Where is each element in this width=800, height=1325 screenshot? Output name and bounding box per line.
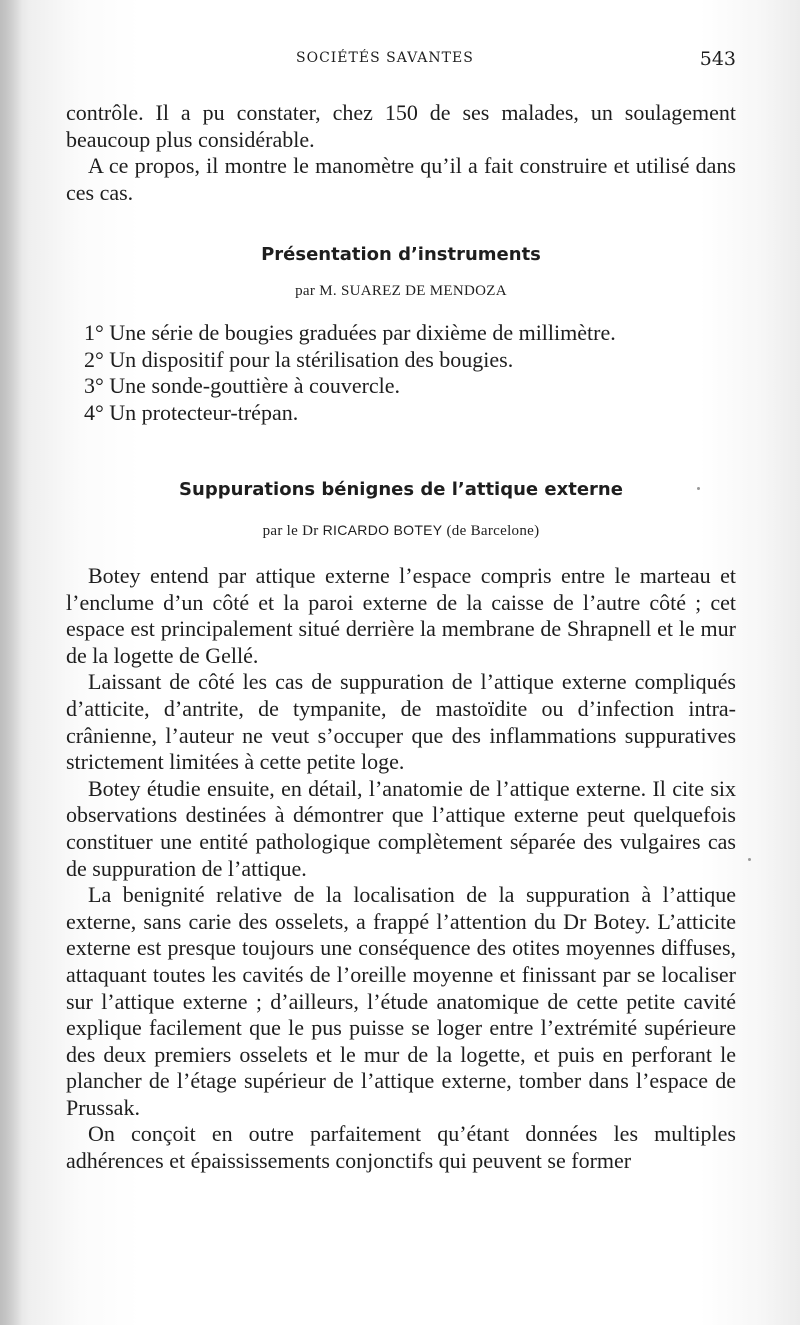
paragraph: On conçoit en outre parfaitement qu’étant données les multiples adhérences et épaississements conjonctifs qui peuvent se former (66, 1121, 736, 1174)
list-item: 1° Une série de bougies graduées par dixième de millimètre. (84, 320, 616, 345)
suppurations-body (66, 563, 736, 1175)
page-number: 543 (699, 48, 736, 70)
running-title: SOCIÉTÉS SAVANTES (296, 50, 474, 66)
section-title-suppurations: Suppurations bénignes de l’attique externe (179, 479, 623, 500)
section-title-instruments: Présentation d’instruments (261, 244, 541, 265)
paper-speck (697, 487, 700, 490)
paragraph: Laissant de côté les cas de suppuration de l’attique externe compliqués d’atticite, d’antrite, de tympanite, de mastoïdite ou d’infection intra-crânienne, l’auteur ne veut s’occuper que des inflammations suppuratives strictement limitées à cette petite loge. (66, 669, 736, 775)
running-head (66, 50, 736, 74)
opening-text (66, 100, 736, 206)
paragraph: Botey étudie ensuite, en détail, l’anatomie de l’attique externe. Il cite six observations destinées à démontrer que l’attique externe peut quelquefois constituer une entité pathologique complètement séparée des vulgaires cas de suppuration de l’attique. (66, 775, 736, 881)
byline-origin: (de Barcelone) (446, 523, 540, 539)
paragraph: Botey entend par attique externe l’espace compris entre le marteau et l’enclume d’un côté et la paroi externe de la caisse de l’autre côté ; cet espace est principalement situé derrière la membrane de Shrapnell et le mur de la logette de Gellé. (66, 563, 736, 668)
list-item: 2° Un dispositif pour la stérilisation des bougies. (84, 346, 514, 372)
byline-instruments: par M. SUAREZ DE MENDOZA (295, 283, 507, 299)
paper-speck (748, 858, 751, 861)
byline-suppurations (66, 522, 736, 540)
paragraph-manometer: A ce propos, il montre le manomètre qu’il a fait construire et utilisé dans ces cas. (66, 153, 736, 205)
paragraph: La benignité relative de la localisation de la suppuration à l’attique externe, sans carie des osselets, a frappé l’attention du Dr Botey. L’atticite externe est presque toujours une conséquence des otites moyennes diffuses, attaquant toutes les cavités de l’oreille moyenne et finissant par se localiser sur l’attique externe ; d’ailleurs, l’étude anatomique de cette petite cavité explique facilement que le pus puisse se loger entre l’extrémité supérieure des deux premiers osselets et le mur de la logette, et puis en perforant le plancher de l’étage supérieur de l’attique externe, tomber dans l’espace de Prussak. (66, 882, 736, 1120)
list-item: 4° Un protecteur-trépan. (84, 399, 299, 425)
instrument-list (84, 320, 734, 426)
byline-prefix: par le Dr (262, 523, 319, 539)
paragraph-continuation: contrôle. Il a pu constater, chez 150 de ses malades, un soulagement beaucoup plus considérable. (66, 100, 736, 152)
spine-shadow (0, 0, 22, 1325)
byline-author: RICARDO BOTEY (322, 522, 443, 538)
list-item: 3° Une sonde-gouttière à couvercle. (84, 373, 401, 399)
